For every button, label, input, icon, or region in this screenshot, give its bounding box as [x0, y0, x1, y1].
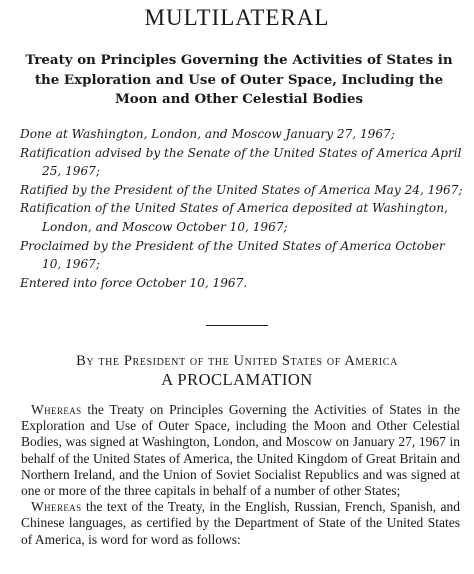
history-item-ratification-advised: Ratification advised by the Senate of the United States of America April 25, 1967; — [20, 145, 462, 179]
history-item-ratification-deposited: Ratification of the United States of America deposited at Washington, London, and Moscow October 10, 1967; — [20, 201, 448, 234]
paragraph-lead-word: Whereas — [31, 499, 82, 515]
paragraph-text: the text of the Treaty, in the English, Russian, French, Spanish, and Chinese languages, as certified by the Department of State of the United States of America, is word for word as follows: — [21, 499, 460, 547]
history-item-ratified: Ratified by the President of the United States of America May 24, 1967; — [20, 182, 463, 197]
section-divider — [206, 325, 268, 326]
treaty-history-list — [20, 125, 466, 292]
paragraph-lead-word: Whereas — [31, 402, 82, 417]
proclamation-body — [21, 402, 460, 548]
history-item-proclaimed: Proclaimed by the President of the United States of America October 10, 1967; — [20, 238, 445, 272]
treaty-title: Treaty on Principles Governing the Activities of States in the Exploration and Use of Outer Space, Including the Moon and Other Celestial Bodies — [25, 52, 453, 107]
history-item-done: Done at Washington, London, and Moscow January 27, 1967; — [20, 127, 395, 141]
proclamation-paragraph-1 — [21, 402, 460, 499]
document-heading: MULTILATERAL — [144, 5, 330, 30]
proclamation-by-line: By the President of the United States of America — [76, 353, 398, 369]
proclamation-title: A PROCLAMATION — [161, 370, 313, 389]
proclamation-paragraph-2 — [21, 499, 460, 548]
history-item-entered-into-force: Entered into force October 10, 1967. — [20, 275, 248, 290]
paragraph-text: the Treaty on Principles Governing the Activities of States in the Exploration and Use of Outer Space, including the Moon and Other Celestial Bodies, was signed at Washington, London, and Moscow on January 27, 1967 in behalf of the United States of America, the United Kingdom of Great Britain and Northern Ireland, and the Union of Soviet Socialist Republics and was signed at one or more of the three capitals in behalf of a number of other States; — [21, 402, 460, 499]
